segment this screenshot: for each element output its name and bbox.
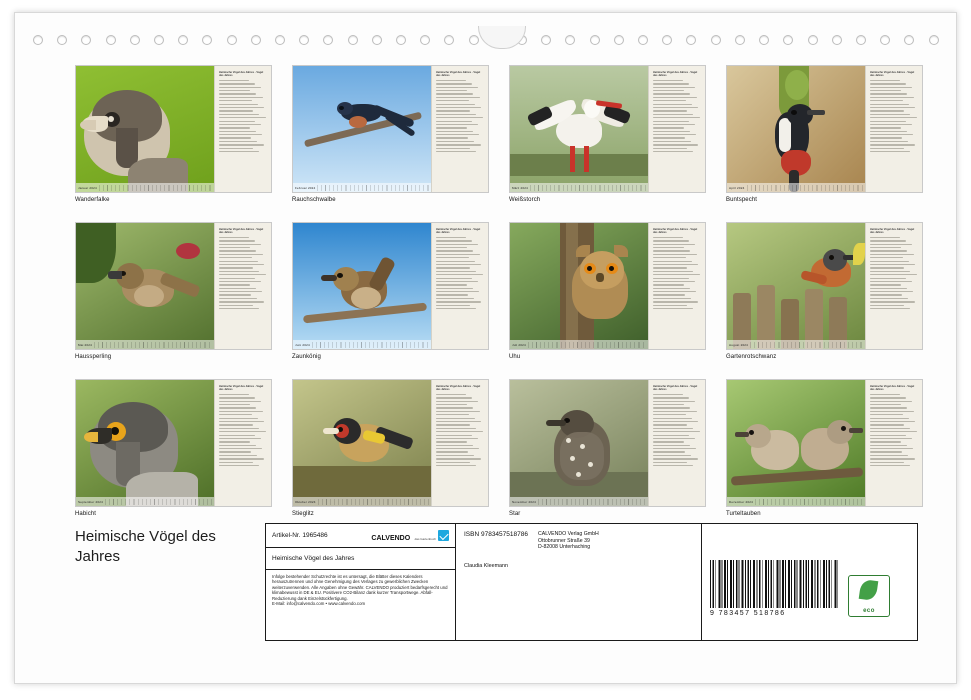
punch-hole <box>81 35 91 45</box>
punch-hole <box>202 35 212 45</box>
month-spread[interactable] <box>75 379 272 507</box>
calendar-month-page[interactable] <box>726 65 923 208</box>
punch-hole <box>614 35 624 45</box>
bird-caption: Habicht <box>75 511 97 517</box>
info-pane-heading: Heimische Vögel des Jahres · Vogel des Jahres <box>870 385 915 392</box>
month-spread[interactable] <box>726 379 923 507</box>
info-pane-heading: Heimische Vögel des Jahres · Vogel des Jahres <box>219 71 264 78</box>
product-title: Heimische Vögel des Jahres <box>266 548 455 570</box>
calendar-month-page[interactable] <box>75 379 272 522</box>
bird-shape <box>321 275 337 281</box>
punch-hole <box>444 35 454 45</box>
bird-shape <box>176 243 200 259</box>
info-pane <box>214 380 271 506</box>
info-pane-text <box>436 237 484 310</box>
bird-caption: Buntspecht <box>726 197 758 203</box>
punch-hole <box>33 35 43 45</box>
info-pane <box>865 223 922 349</box>
month-label: März 2024 <box>512 185 528 190</box>
bird-shape <box>849 428 863 433</box>
calendar-month-page[interactable] <box>292 222 489 365</box>
info-pane-text <box>219 80 267 153</box>
bird-shape <box>785 70 809 100</box>
bird-shape <box>80 120 96 130</box>
bird-photo <box>293 223 431 349</box>
bird-photo <box>76 380 214 506</box>
bird-photo <box>510 380 648 506</box>
month-strip <box>293 340 431 349</box>
month-label: Juni 2024 <box>295 342 310 347</box>
month-spread[interactable] <box>75 222 272 350</box>
month-label: Mai 2024 <box>78 342 92 347</box>
month-label: Februar 2024 <box>295 185 316 190</box>
month-strip <box>510 340 648 349</box>
month-strip <box>293 497 431 506</box>
bird-shape <box>111 427 119 435</box>
info-pane <box>214 66 271 192</box>
leaf-icon <box>859 579 879 601</box>
month-label: Dezember 2024 <box>729 499 753 504</box>
colophon <box>75 523 928 648</box>
punch-hole <box>735 35 745 45</box>
day-columns <box>99 185 212 191</box>
eco-badge <box>848 575 890 617</box>
legal-contact: E-Mail: info@calvendo.com • www.calvendo.com <box>272 601 366 607</box>
bird-caption: Wanderfalke <box>75 197 110 203</box>
bird-shape <box>576 472 581 477</box>
bird-caption: Turteltauben <box>726 511 761 517</box>
info-pane <box>431 223 488 349</box>
punch-hole <box>227 35 237 45</box>
month-spread[interactable] <box>292 379 489 507</box>
bird-caption: Haussperling <box>75 354 112 360</box>
bird-shape <box>745 424 771 448</box>
punch-hole <box>662 35 672 45</box>
bird-photo <box>727 380 865 506</box>
info-pane-heading: Heimische Vögel des Jahres · Vogel des Jahres <box>653 71 698 78</box>
calendar-title-block <box>75 527 253 567</box>
punch-hole <box>299 35 309 45</box>
bird-shape <box>566 438 571 443</box>
punch-hole <box>420 35 430 45</box>
calendar-month-page[interactable] <box>75 222 272 365</box>
month-label: November 2024 <box>512 499 536 504</box>
punch-hole <box>783 35 793 45</box>
punch-hole <box>372 35 382 45</box>
bird-shape <box>749 430 754 435</box>
bird-shape <box>841 426 846 431</box>
bird-shape <box>614 245 628 257</box>
bird-shape <box>791 110 797 115</box>
month-strip <box>727 497 865 506</box>
punch-hole <box>832 35 842 45</box>
publisher-line-3: D-82008 Unterhaching <box>537 544 591 551</box>
bird-shape <box>596 273 604 282</box>
month-label: Januar 2024 <box>78 185 97 190</box>
month-spread[interactable] <box>292 65 489 193</box>
bird-caption: Star <box>509 511 521 517</box>
bird-shape <box>349 116 367 128</box>
author-name: Claudia Kleemann <box>464 563 509 569</box>
info-pane-text <box>870 80 918 153</box>
bird-photo <box>510 66 648 192</box>
info-pane <box>648 66 705 192</box>
bird-photo <box>510 223 648 349</box>
bird-shape <box>580 444 585 449</box>
bird-caption: Stieglitz <box>292 511 314 517</box>
month-label: September 2024 <box>78 499 103 504</box>
bird-shape <box>337 273 343 278</box>
day-columns <box>94 342 212 348</box>
bird-shape <box>587 266 592 271</box>
calendar-month-page[interactable] <box>292 379 489 522</box>
info-pane-heading: Heimische Vögel des Jahres · Vogel des Jahres <box>219 385 264 392</box>
info-pane-text <box>653 80 701 153</box>
info-pane <box>648 380 705 506</box>
calendar-month-page[interactable] <box>75 65 272 208</box>
month-spread[interactable] <box>726 65 923 193</box>
bird-caption: Weißstorch <box>509 197 541 203</box>
legal-text: Infolge bestehender Schutzrechte ist es untersagt, die Blätter dieses Kalenders herauszutrennen und ohne Genehmigung des Verlages zu gewerblichen Zwecken weiterzuverwenden. Alle Angaben ohne Gewähr. CALVENDO produziert bedarfsgerecht und klimabewusst in DE & EU. Positivere CO2-Bilanz dank kurzer Transportwege. Abfall-Reduzierung dank Einzelstückfertigung. <box>272 574 448 601</box>
check-badge-icon <box>438 530 449 541</box>
month-strip <box>510 497 648 506</box>
calendar-month-page[interactable] <box>726 222 923 365</box>
day-columns <box>318 499 429 505</box>
day-columns <box>538 499 646 505</box>
logo-wordmark: CALVENDO <box>371 534 411 542</box>
info-pane-text <box>436 80 484 153</box>
info-pane-text <box>219 237 267 310</box>
publisher-address <box>538 531 599 554</box>
barcode-box <box>701 523 918 641</box>
month-label: Oktober 2024 <box>295 499 316 504</box>
punch-hole <box>154 35 164 45</box>
bird-shape <box>779 118 791 152</box>
bird-shape <box>853 243 865 265</box>
bird-shape <box>735 432 749 437</box>
bird-shape <box>323 428 339 434</box>
calendar-month-page[interactable] <box>292 65 489 208</box>
info-pane-heading: Heimische Vögel des Jahres · Vogel des Jahres <box>870 228 915 235</box>
punch-hole <box>323 35 333 45</box>
logo-tagline: das Gartenbuch <box>414 536 436 541</box>
punch-hole <box>348 35 358 45</box>
calvendo-logo <box>371 527 449 545</box>
info-pane-heading: Heimische Vögel des Jahres · Vogel des Jahres <box>436 385 481 392</box>
punch-hole <box>759 35 769 45</box>
info-pane-text <box>653 394 701 467</box>
calendar-month-page[interactable] <box>509 222 706 365</box>
info-pane-heading: Heimische Vögel des Jahres · Vogel des Jahres <box>870 71 915 78</box>
month-spread[interactable] <box>292 222 489 350</box>
legal-notice <box>266 570 455 610</box>
article-box <box>265 523 455 641</box>
bird-photo <box>727 66 865 192</box>
day-columns <box>312 342 429 348</box>
month-strip <box>293 183 431 192</box>
month-strip <box>510 183 648 192</box>
bird-shape <box>351 287 381 309</box>
page-title: Heimische Vögel des Jahres <box>75 528 216 565</box>
bird-shape <box>570 456 575 461</box>
info-pane <box>648 223 705 349</box>
punch-hole <box>106 35 116 45</box>
month-spread[interactable] <box>509 222 706 350</box>
punch-hole <box>880 35 890 45</box>
barcode-group <box>710 560 890 617</box>
punch-hole <box>904 35 914 45</box>
info-pane <box>431 380 488 506</box>
info-pane-text <box>219 394 267 467</box>
month-strip <box>727 340 865 349</box>
bird-shape <box>108 271 122 279</box>
bird-shape <box>576 245 590 257</box>
colophon-boxes <box>265 523 918 641</box>
month-spread[interactable] <box>509 379 706 507</box>
bird-shape <box>339 106 344 110</box>
bird-shape <box>84 432 98 442</box>
day-columns <box>530 185 646 191</box>
barcode-icon <box>710 560 838 608</box>
month-strip <box>727 183 865 192</box>
bird-shape <box>787 104 813 126</box>
day-columns <box>105 499 212 505</box>
bird-photo <box>727 223 865 349</box>
calendar-month-page[interactable] <box>509 65 706 208</box>
day-columns <box>747 185 863 191</box>
bird-shape <box>829 255 834 260</box>
info-pane-text <box>436 394 484 467</box>
bird-shape <box>584 146 589 172</box>
bird-shape <box>510 154 648 176</box>
day-columns <box>750 342 863 348</box>
punch-hole <box>251 35 261 45</box>
bird-caption: Zaunkönig <box>292 354 321 360</box>
month-spread[interactable] <box>509 65 706 193</box>
info-pane-text <box>870 394 918 467</box>
bird-photo <box>76 223 214 349</box>
barcode-number: 9 783457 518786 <box>710 610 786 617</box>
article-header <box>266 524 455 548</box>
punch-hole <box>929 35 939 45</box>
publisher-line-2: Ottobrunner Straße 39 <box>537 537 590 544</box>
bird-shape <box>807 110 825 115</box>
eco-label: eco <box>863 608 875 614</box>
month-spread[interactable] <box>75 65 272 193</box>
bird-shape <box>134 285 164 307</box>
punch-hole <box>686 35 696 45</box>
info-pane <box>865 66 922 192</box>
punch-hole <box>565 35 575 45</box>
info-pane-text <box>653 237 701 310</box>
bird-shape <box>588 462 593 467</box>
info-pane-heading: Heimische Vögel des Jahres · Vogel des Jahres <box>436 71 481 78</box>
info-pane-heading: Heimische Vögel des Jahres · Vogel des Jahres <box>653 228 698 235</box>
punch-hole <box>590 35 600 45</box>
isbn-number: ISBN 9783457518786 <box>464 531 528 538</box>
info-pane-heading: Heimische Vögel des Jahres · Vogel des Jahres <box>653 385 698 392</box>
punch-hole <box>808 35 818 45</box>
bird-shape <box>823 249 847 271</box>
punch-hole <box>638 35 648 45</box>
bird-caption: Rauchschwalbe <box>292 197 336 203</box>
punch-hole <box>856 35 866 45</box>
punch-hole <box>711 35 721 45</box>
bird-caption: Uhu <box>509 354 521 360</box>
month-strip <box>76 497 214 506</box>
info-pane-text <box>870 237 918 310</box>
bird-shape <box>609 266 614 271</box>
day-columns <box>755 499 863 505</box>
day-columns <box>317 185 429 191</box>
month-strip <box>76 340 214 349</box>
month-label: April 2024 <box>729 185 745 190</box>
isbn-header <box>456 524 701 554</box>
punch-hole <box>396 35 406 45</box>
info-pane <box>214 223 271 349</box>
info-pane <box>865 380 922 506</box>
punch-hole <box>275 35 285 45</box>
punch-hole <box>57 35 67 45</box>
calendar-month-page[interactable] <box>509 379 706 522</box>
bird-photo <box>293 380 431 506</box>
bird-photo <box>293 66 431 192</box>
punch-hole <box>469 35 479 45</box>
day-columns <box>528 342 646 348</box>
publisher-line-1: CALVENDO Verlag GmbH <box>537 531 599 537</box>
isbn-box <box>455 523 701 641</box>
month-strip <box>76 183 214 192</box>
month-label: Juli 2024 <box>512 342 526 347</box>
month-spread[interactable] <box>726 222 923 350</box>
bird-caption: Gartenrotschwanz <box>726 354 777 360</box>
calendar-month-page[interactable] <box>726 379 923 522</box>
calendar-sheet <box>14 12 957 684</box>
punch-hole <box>541 35 551 45</box>
info-pane-heading: Heimische Vögel des Jahres · Vogel des Jahres <box>436 228 481 235</box>
bird-shape <box>570 146 575 172</box>
bird-shape <box>333 267 359 291</box>
month-label: August 2024 <box>729 342 749 347</box>
bird-photo <box>76 66 214 192</box>
monthly-pages-grid <box>75 65 928 522</box>
bird-shape <box>108 116 114 122</box>
punch-hole <box>178 35 188 45</box>
info-pane <box>431 66 488 192</box>
info-pane-heading: Heimische Vögel des Jahres · Vogel des Jahres <box>219 228 264 235</box>
article-number: Artikel-Nr. 1965486 <box>272 532 328 539</box>
bird-shape <box>546 420 566 426</box>
punch-hole <box>130 35 140 45</box>
